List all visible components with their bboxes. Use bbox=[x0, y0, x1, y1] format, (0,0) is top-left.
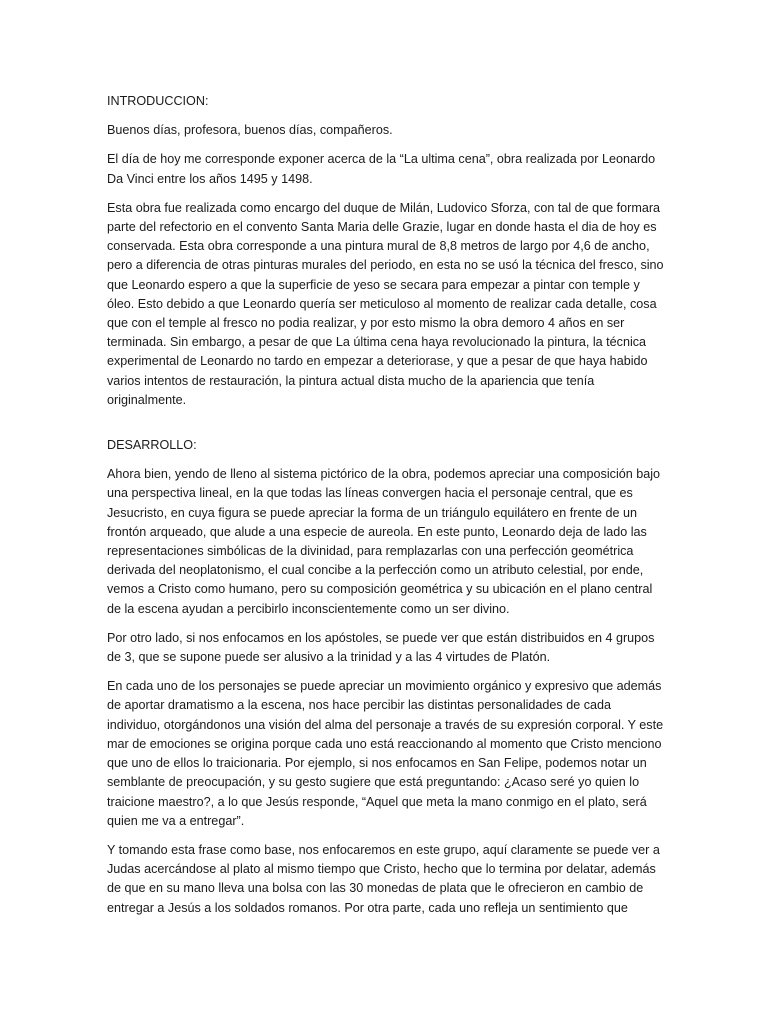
intro-paragraph-1: El día de hoy me corresponde exponer acerca de la “La ultima cena”, obra realizada por Leonardo Da Vinci entre los años 1495 y 1498. bbox=[107, 152, 656, 186]
development-heading: DESARROLLO: bbox=[107, 438, 197, 453]
intro-paragraph-2: Esta obra fue realizada como encargo del duque de Milán, Ludovico Sforza, con tal de que formara parte del refectorio en el convento Santa Maria delle Grazie, lugar en donde hasta el dia de hoy es conservada. Esta obra corresponde a una pintura mural de 8,8 metros de largo por 4,6 de ancho, pero a diferencia de otras pinturas murales del periodo, en esta no se usó la técnica del fresco, sino que Leonardo espero a que la superficie de yeso se secara para empezar a pintar con temple y óleo. Esto debido a que Leonardo quería ser meticuloso al momento de realizar cada detalle, cosa que con el temple al fresco no podia realizar, y por esto mismo la obra demoro 4 años en ser terminada. Sin embargo, a pesar de que La última cena haya revolucionado la pintura, la técnica experimental de Leonardo no tardo en empezar a deteriorase, y que a pesar de que haya habido varios intentos de restauración, la pintura actual dista mucho de la apariencia que tenía originalmente. bbox=[107, 200, 664, 407]
development-paragraph-4: Y tomando esta frase como base, nos enfocaremos en este grupo, aquí claramente se puede ver a Judas acercándose al plato al mismo tiempo que Cristo, hecho que lo termina por delatar, además de que en su mano lleva una bolsa con las 30 monedas de plata que le ofrecieron en cambio de entregar a Jesús a los soldados romanos. Por otra parte, cada uno refleja un sentimiento que bbox=[107, 842, 660, 915]
development-paragraph-3: En cada uno de los personajes se puede apreciar un movimiento orgánico y expresivo que además de aportar dramatismo a la escena, nos hace percibir las distintas personalidades de cada individuo, otorgándonos una visión del alma del personaje a través de su expresión corporal. Y este mar de emociones se origina porque cada uno está reaccionando al momento que Cristo menciono que uno de ellos lo traicionaria. Por ejemplo, si nos enfocamos en San Felipe, podemos notar un semblante de preocupación, y su gesto sugiere que está preguntando: ¿Acaso seré yo quien lo traicione maestro?, a lo que Jesús responde, “Aquel que meta la mano conmigo en el plato, será quien me va a entregar”. bbox=[107, 679, 664, 828]
intro-heading: INTRODUCCION: bbox=[107, 94, 209, 108]
document-body bbox=[107, 92, 667, 928]
development-paragraph-2: Por otro lado, si nos enfocamos en los apóstoles, se puede ver que están distribuidos en 4 grupos de 3, que se supone puede ser alusivo a la trinidad y a las 4 virtudes de Platón. bbox=[107, 630, 655, 665]
greeting-paragraph: Buenos días, profesora, buenos días, compañeros. bbox=[107, 123, 393, 138]
development-paragraph-1: Ahora bien, yendo de lleno al sistema pictórico de la obra, podemos apreciar una composición bajo una perspectiva lineal, en la que todas las líneas convergen hacia el personaje central, que es Jesucristo, en cuya figura se puede apreciar la forma de un triángulo equilátero en frente de un frontón arqueado, que alude a una especie de aureola. En este punto, Leonardo deja de lado las representaciones simbólicas de la divinidad, para remplazarlas con una perfección geométrica derivada del neoplatonismo, el cual concibe a la perfección como un atributo celestial, por ende, vemos a Cristo como humano, pero su composición geométrica y su ubicación en el plano central de la escena ayudan a percibirlo inconscientemente como un ser divino. bbox=[107, 467, 661, 616]
